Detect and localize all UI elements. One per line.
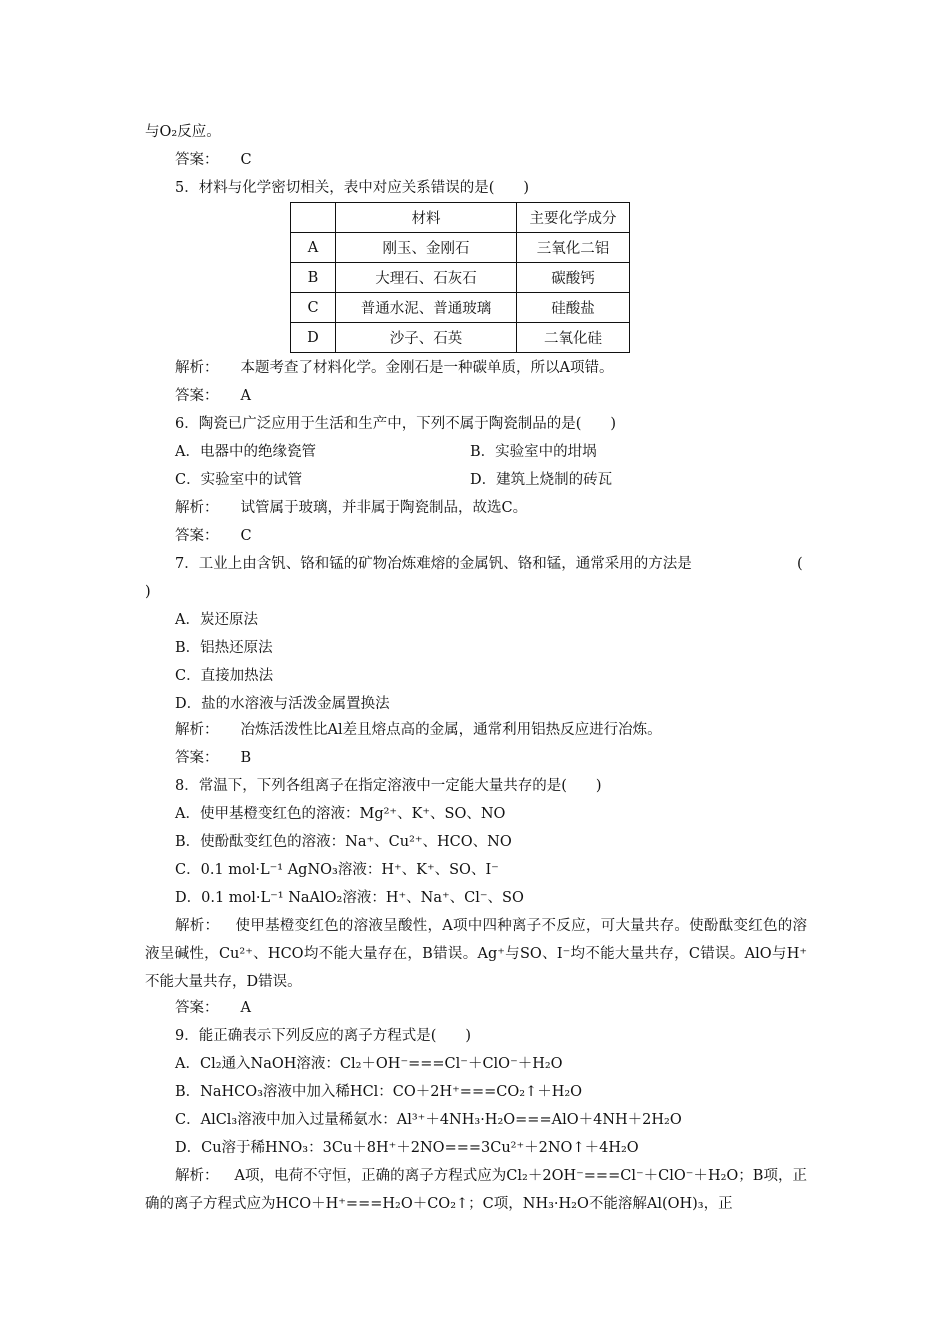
option-c: C．直接加热法 [175,668,274,684]
table-header-cell [291,203,336,233]
analysis-text: A项，电荷不守恒，正确的离子方程式应为Cl₂＋2OH⁻===Cl⁻＋ClO⁻＋H₂O；B项，正确的离子方程式应为HCO＋H⁺===H₂O＋CO₂↑；C项，NH₃·H₂O不能溶解Al(OH)₃，正 [145,1168,807,1212]
analysis-label: 解析： [175,360,219,376]
answer-paren-close: ) [145,584,151,600]
analysis-text: 使甲基橙变红色的溶液呈酸性，A项中四种离子不反应，可大量共存。使酚酞变红色的溶液呈碱性，Cu²⁺、HCO均不能大量存在，B错误。Ag⁺与SO、I⁻均不能大量共存，C错误。AlO与H⁺不能大量共存，D错误。 [145,918,808,990]
analysis-line [175,720,662,740]
table-cell: 大理石、石灰石 [336,263,517,293]
table-row [291,293,630,323]
answer-label: 答案： [175,1000,219,1016]
table-cell: 刚玉、金刚石 [336,233,517,263]
option-d: D．0.1 mol·L⁻¹ NaAlO₂溶液：H⁺、Na⁺、Cl⁻、SO [175,890,524,906]
option-a: A．Cl₂通入NaOH溶液：Cl₂＋OH⁻===Cl⁻＋ClO⁻＋H₂O [175,1056,563,1072]
answer-line [175,526,252,546]
table-cell: 沙子、石英 [336,323,517,353]
option-d: D．建筑上烧制的砖瓦 [470,472,613,488]
analysis-paragraph [145,1162,807,1218]
answer-label: 答案： [175,528,219,544]
question-8-stem: 8．常温下，下列各组离子在指定溶液中一定能大量共存的是( ) [175,778,602,794]
option-d: D．盐的水溶液与活泼金属置换法 [175,696,390,712]
option-c: C．AlCl₃溶液中加入过量稀氨水：Al³⁺＋4NH₃·H₂O===AlO＋4NH＋2H₂O [175,1112,682,1128]
question-7-stem: 7．工业上由含钒、铬和锰的矿物冶炼难熔的金属钒、铬和锰，通常采用的方法是 [175,556,692,572]
answer-value: C [240,528,252,544]
answer-line [175,386,251,406]
analysis-label: 解析： [175,722,219,738]
table-cell: 二氧化硅 [517,323,630,353]
question-9-stem: 9．能正确表示下列反应的离子方程式是( ) [175,1028,472,1044]
table-cell: A [291,233,336,263]
intro-line: 与O₂反应。 [145,124,221,140]
question-6-stem: 6．陶瓷已广泛应用于生活和生产中，下列不属于陶瓷制品的是( ) [175,416,617,432]
answer-label: 答案： [175,388,219,404]
answer-label: 答案： [175,152,219,168]
option-a: A．电器中的绝缘瓷管 [175,444,316,460]
option-a: A．使甲基橙变红色的溶液：Mg²⁺、K⁺、SO、NO [175,806,506,822]
analysis-text: 本题考查了材料化学。金刚石是一种碳单质，所以A项错。 [240,360,614,376]
answer-line [175,998,251,1018]
option-b: B．NaHCO₃溶液中加入稀HCl：CO＋2H⁺===CO₂↑＋H₂O [175,1084,583,1100]
table-cell: 三氧化二铝 [517,233,630,263]
table-row [291,263,630,293]
option-b: B．使酚酞变红色的溶液：Na⁺、Cu²⁺、HCO、NO [175,834,512,850]
table-row [291,323,630,353]
analysis-text: 冶炼活泼性比Al差且熔点高的金属，通常利用铝热反应进行冶炼。 [240,722,662,738]
analysis-line [175,358,613,378]
question-5-stem: 5．材料与化学密切相关，表中对应关系错误的是( ) [175,180,530,196]
table-cell: 普通水泥、普通玻璃 [336,293,517,323]
answer-value: C [240,152,252,168]
materials-table [290,202,630,353]
table-header-cell: 主要化学成分 [517,203,630,233]
table-header-cell: 材料 [336,203,517,233]
answer-value: A [240,1000,251,1016]
table-cell: 硅酸盐 [517,293,630,323]
option-c: C．实验室中的试管 [175,472,303,488]
table-cell: C [291,293,336,323]
option-b: B．实验室中的坩埚 [470,444,597,460]
option-a: A．炭还原法 [175,612,258,628]
analysis-line [175,498,527,518]
answer-value: A [240,388,251,404]
option-c: C．0.1 mol·L⁻¹ AgNO₃溶液：H⁺、K⁺、SO、I⁻ [175,862,499,878]
table-cell: D [291,323,336,353]
analysis-label: 解析： [175,1168,219,1184]
option-d: D．Cu溶于稀HNO₃：3Cu＋8H⁺＋2NO===3Cu²⁺＋2NO↑＋4H₂O [175,1140,639,1156]
table-cell: 碳酸钙 [517,263,630,293]
analysis-label: 解析： [175,918,220,934]
analysis-label: 解析： [175,500,219,516]
table-header-row [291,203,630,233]
answer-value: B [240,750,252,766]
option-b: B．铝热还原法 [175,640,273,656]
answer-line [175,150,252,170]
analysis-text: 试管属于玻璃，并非属于陶瓷制品，故选C。 [240,500,528,516]
answer-label: 答案： [175,750,219,766]
analysis-paragraph [145,912,807,996]
table-cell: B [291,263,336,293]
answer-line [175,748,251,768]
answer-paren-open: ( [797,556,803,572]
table-row [291,233,630,263]
